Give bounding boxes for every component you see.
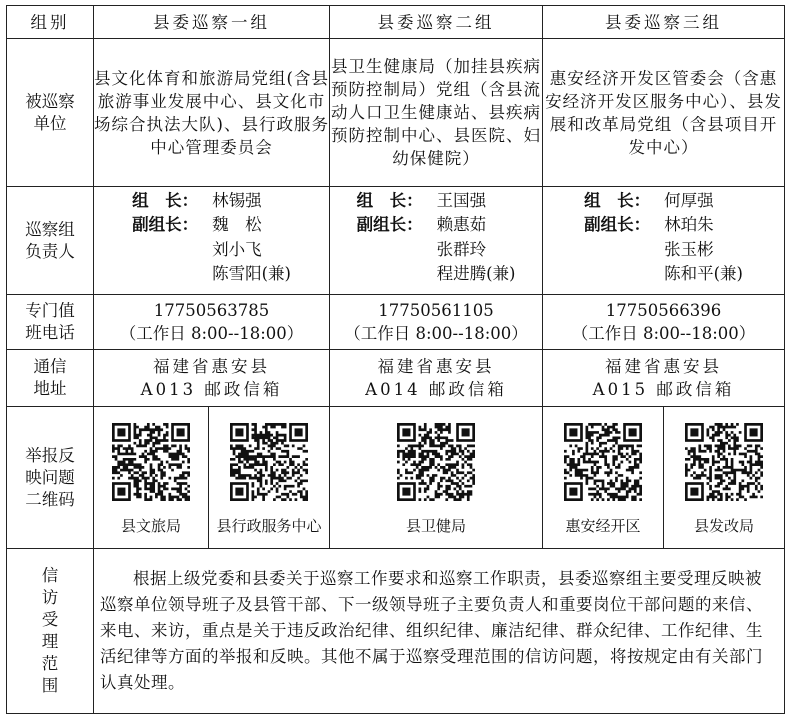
group3-deputy: 林珀朱 (664, 215, 714, 234)
qr-code-icon[interactable] (112, 423, 190, 501)
group1-deputy: 魏 松 (212, 215, 262, 234)
leaders-row (7, 187, 785, 295)
qr-code-icon[interactable] (564, 423, 642, 501)
work-hours: （工作日 8:00--18:00） (571, 324, 756, 343)
qr-caption: 县卫健局 (405, 517, 466, 535)
group3-leaders (543, 187, 785, 295)
group1-header: 县委巡察一组 (94, 6, 330, 39)
group-column-label: 组别 (7, 6, 94, 39)
group1-deputy: 刘小飞 (212, 239, 262, 259)
group2-leaders (330, 187, 543, 295)
group3-deputy: 陈和平(兼) (664, 264, 743, 283)
work-hours: （工作日 8:00--18:00） (119, 324, 304, 343)
group3-address-cell (543, 350, 785, 407)
address-row (7, 350, 785, 407)
group2-deputy: 张群玲 (436, 239, 487, 259)
group1-leader-name: 林锡强 (212, 190, 262, 210)
targets-label: 被巡察单位 (25, 91, 75, 133)
group3-leader-name: 何厚强 (664, 190, 714, 210)
qr-cell (330, 407, 543, 549)
group2-phone: 17750561105 (378, 301, 494, 320)
group1-address-cell (94, 350, 330, 407)
group1-leaders (94, 187, 330, 295)
targets-row (7, 39, 785, 187)
leader-title: 组 长： (132, 190, 199, 210)
address-label: 通信地址 (33, 357, 67, 398)
group2-header: 县委巡察二组 (330, 6, 543, 39)
qr-code-icon[interactable] (230, 423, 308, 501)
address-line1: 福建省惠安县 (377, 357, 495, 376)
group3-mailbox: A015 邮政信箱 (592, 380, 735, 399)
group3-targets: 惠安经济开发区管委会（含惠安经济开发区服务中心）、县发展和改革局党组（含县项目开发中心） (543, 39, 785, 187)
group1-phone-cell (94, 295, 330, 350)
leader-title: 组 长： (584, 190, 651, 210)
qr-caption: 县行政服务中心 (216, 517, 322, 535)
group2-mailbox: A014 邮政信箱 (365, 380, 507, 399)
group2-phone-cell (330, 295, 543, 350)
qr-cell (94, 407, 209, 549)
qr-cell (209, 407, 330, 549)
address-line1: 福建省惠安县 (605, 357, 722, 376)
group1-targets: 县文化体育和旅游局党组(含县旅游事业发展中心、县文化市场综合执法大队)、县行政服务中心管理委员会 (94, 39, 330, 187)
scope-text: 根据上级党委和县委关于巡察工作要求和巡察工作职责，县委巡察组主要受理反映被巡察单位领导班子及县管干部、下一级领导班子主要负责人和重要岗位干部问题的来信、来电、来访，重点是关于违反政治纪律、组织纪律、廉洁纪律、群众纪律、工作纪律、生活纪律等方面的举报和反映。其他不属于巡察受理范围的信访问题，将按规定由有关部门认真处理。 (94, 549, 785, 714)
address-line1: 福建省惠安县 (153, 357, 270, 376)
group2-leader-name: 王国强 (436, 190, 487, 210)
qr-caption: 县文旅局 (120, 517, 181, 535)
leaders-label: 巡察组负责人 (25, 219, 75, 261)
group1-mailbox: A013 邮政信箱 (140, 380, 283, 399)
group1-deputy: 陈雪阳(兼) (212, 264, 291, 283)
phone-label: 专门值班电话 (25, 301, 75, 342)
leader-title: 组 长： (356, 190, 423, 210)
qr-cell (664, 407, 785, 549)
qr-caption: 惠安经开区 (565, 517, 641, 535)
work-hours: （工作日 8:00--18:00） (344, 324, 528, 343)
deputy-title: 副组长： (132, 215, 199, 234)
qr-caption: 县发改局 (693, 517, 754, 535)
phone-row (7, 295, 785, 350)
qr-code-icon[interactable] (397, 423, 475, 501)
group2-deputy: 程进腾(兼) (436, 264, 516, 283)
scope-row (7, 549, 785, 714)
header-row (7, 6, 785, 39)
deputy-title: 副组长： (584, 215, 651, 234)
group3-phone-cell (543, 295, 785, 350)
qr-cell (543, 407, 664, 549)
group3-header: 县委巡察三组 (543, 6, 785, 39)
group2-deputy: 赖惠茹 (436, 215, 487, 234)
scope-label: 信访受理范围 (41, 566, 59, 695)
group1-phone: 17750563785 (153, 301, 270, 320)
group2-targets: 县卫生健康局（加挂县疾病预防控制局）党组（含县流动人口卫生健康站、县疾病预防控制中心、县医院、妇幼保健院） (330, 39, 543, 187)
group2-address-cell (330, 350, 543, 407)
group3-deputy: 张玉彬 (664, 239, 714, 259)
qr-label: 举报反映问题二维码 (25, 445, 75, 509)
qr-code-icon[interactable] (685, 423, 763, 501)
group3-phone: 17750566396 (605, 301, 722, 320)
deputy-title: 副组长： (356, 215, 423, 234)
inspection-info-table (6, 5, 785, 714)
qr-row (7, 407, 785, 549)
